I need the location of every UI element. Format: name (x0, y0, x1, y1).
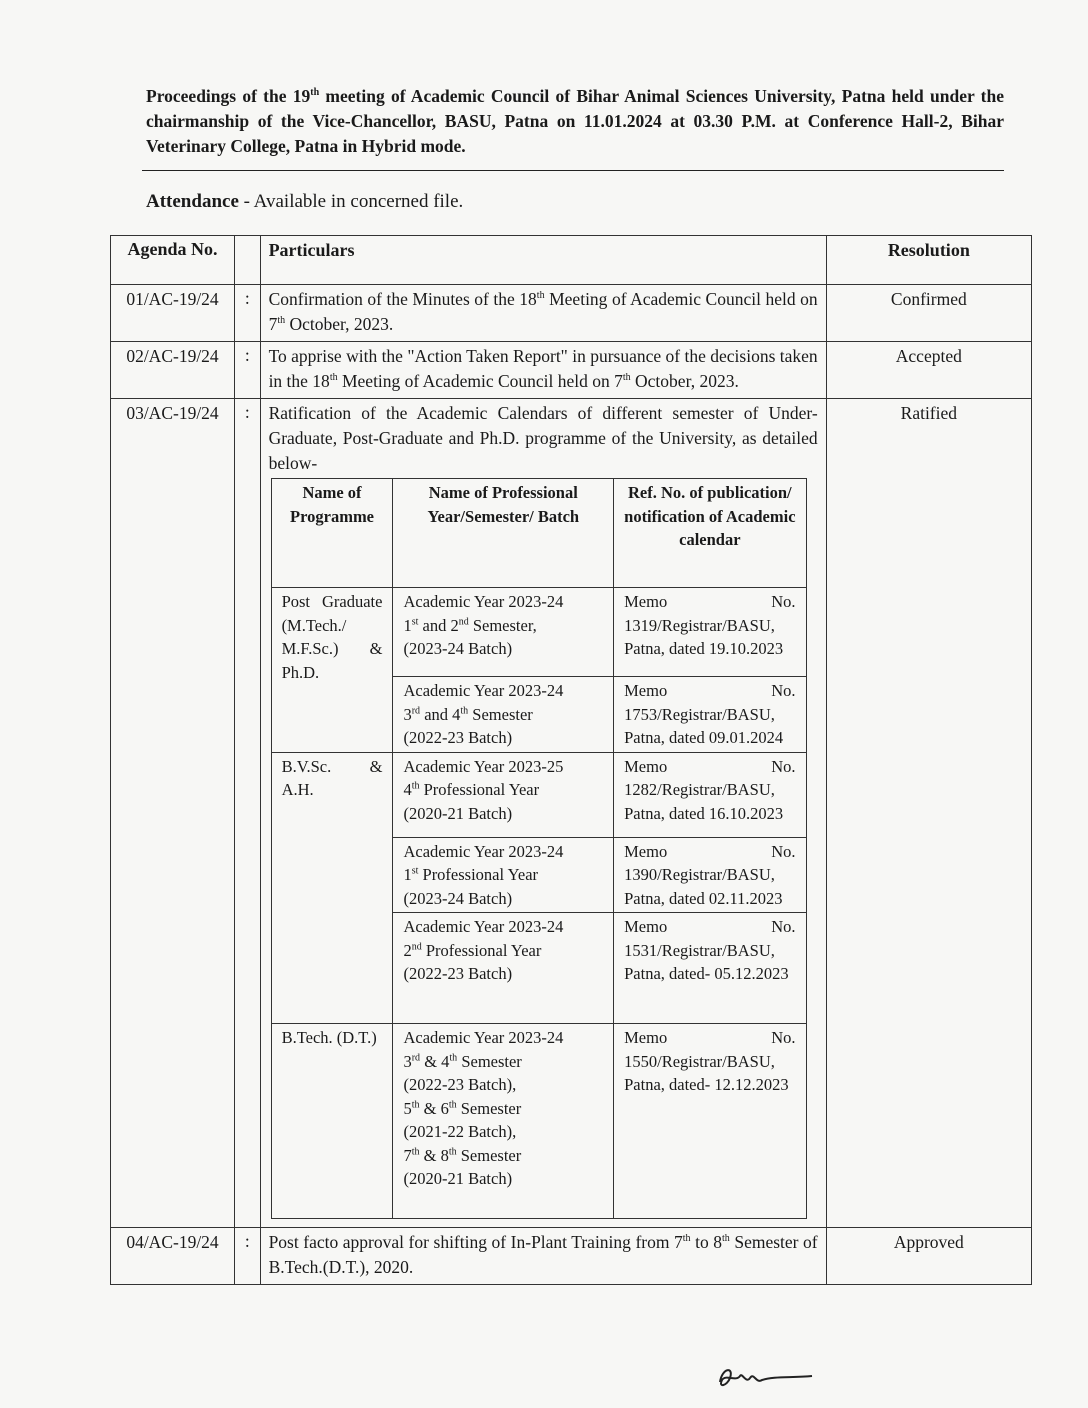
semester-text: Semester, (468, 615, 537, 635)
num: and 4 (420, 704, 461, 724)
particulars (260, 342, 826, 399)
year-line: Academic Year 2023-25 (403, 756, 564, 776)
header-colon (235, 236, 261, 285)
heading-text-2: meeting of Academic Council of Bihar Animal Sciences University, Patna held under the chairmanship of the Vice-Chancellor, BASU, Patna on 11.01.2024 at 03.30 P.M. at Conference Hall-2, Bihar Veterinary College, Patna in Hybrid mode. (146, 86, 1004, 156)
header-year: Name of Professional Year/Semester/ Batch (393, 479, 614, 588)
num: 3 (403, 704, 412, 724)
heading-sup: th (310, 87, 320, 99)
sup: nd (411, 941, 422, 952)
header-ref: Ref. No. of publication/ notification of Academic calendar (614, 479, 806, 588)
resolution: Approved (826, 1228, 1031, 1285)
programme-name: Post Graduate (M.Tech./ M.F.Sc.) & Ph.D. (271, 588, 393, 753)
particulars-text: October, 2023. (630, 371, 739, 391)
agenda-no: 02/AC-19/24 (111, 342, 235, 399)
year-cell (393, 913, 614, 1024)
signature-mark (712, 1360, 822, 1396)
particulars-text: Meeting of Academic Council held on 7 (268, 289, 818, 334)
memo-ref: Memo No. 1319/Registrar/BASU, Patna, dated 19.10.2023 (614, 588, 806, 677)
semester-line (403, 939, 603, 963)
resolution: Accepted (826, 342, 1031, 399)
year-cell (393, 677, 614, 753)
particulars (260, 1228, 826, 1285)
num: 4 (403, 780, 412, 799)
num: 7 (403, 1145, 412, 1165)
memo-ref: Memo No. 1550/Registrar/BASU, Patna, dated- 12.12.2023 (614, 1024, 806, 1219)
year-line: Academic Year 2023-24 (403, 1028, 564, 1047)
agenda-no: 04/AC-19/24 (111, 1228, 235, 1285)
header-particulars: Particulars (260, 236, 826, 285)
memo-ref: Memo No. 1390/Registrar/BASU, Patna, dated 02.11.2023 (614, 837, 806, 913)
sup: th (411, 780, 420, 792)
programme-name: B.V.Sc. & A.H. (271, 752, 393, 1024)
year-line: Academic Year 2023-24 (403, 592, 564, 611)
sup: nd (458, 616, 469, 627)
agenda-no: 03/AC-19/24 (111, 399, 235, 1228)
particulars-text: Confirmation of the Minutes of the 18 (268, 289, 537, 309)
attendance-text: - Available in concerned file. (238, 191, 464, 212)
sup: th (411, 1099, 420, 1110)
memo-ref: Memo No. 1282/Registrar/BASU, Patna, dated 16.10.2023 (614, 752, 806, 837)
proceedings-heading (146, 84, 1004, 159)
num: 5 (403, 1098, 412, 1118)
particulars (260, 399, 826, 1228)
sup: st (411, 616, 419, 627)
batch-line: (2021-22 Batch), (403, 1122, 517, 1141)
num: 1 (403, 615, 412, 635)
programme-name: B.Tech. (D.T.) (271, 1024, 393, 1219)
sup: th (277, 315, 286, 327)
num: & 6 (419, 1098, 449, 1118)
agenda-table (110, 235, 1032, 1285)
sup: st (411, 865, 419, 877)
table-row (111, 342, 1032, 399)
calendar-row (271, 588, 806, 677)
table-row (111, 1228, 1032, 1285)
num: 1 (403, 865, 412, 884)
colon: : (235, 342, 261, 399)
semester-text: Semester (468, 704, 533, 724)
particulars-text: Ratification of the Academic Calendars of different semester of Under-Graduate, Post-Graduate and Ph.D. programme of the University, as detailed below- (268, 403, 818, 473)
year-cell (393, 1024, 614, 1219)
particulars-text: Meeting of Academic Council held on 7 (337, 371, 623, 391)
year-line: Academic Year 2023-24 (403, 681, 564, 700)
batch-line: (2022-23 Batch) (403, 728, 513, 747)
header-agenda: Agenda No. (111, 236, 235, 285)
sup: th (411, 1146, 420, 1157)
sup: th (682, 1233, 691, 1245)
sup: th (449, 1052, 458, 1063)
semester-text: Professional Year (418, 865, 539, 884)
agenda-table-header (111, 236, 1032, 285)
batch-line: (2023-24 Batch) (403, 639, 513, 658)
semester-line (403, 703, 603, 727)
header-resolution: Resolution (826, 236, 1031, 285)
particulars-text: Post facto approval for shifting of In-Plant Training from 7 (268, 1232, 683, 1252)
num: & 4 (420, 1051, 450, 1071)
year-cell (393, 588, 614, 677)
batch-line: (2023-24 Batch) (403, 888, 513, 908)
heading-text-1: Proceedings of the 19 (146, 86, 311, 106)
num: & 8 (419, 1145, 449, 1165)
num: 2 (403, 940, 412, 960)
sup: th (448, 1146, 457, 1157)
colon: : (235, 399, 261, 1228)
semester-text: Professional Year (419, 780, 540, 799)
particulars-text: To apprise with the "Action Taken Report" in pursuance of the decisions taken in the 18 (268, 346, 818, 391)
semester-line (403, 863, 603, 887)
calendar-row (271, 752, 806, 837)
resolution: Confirmed (826, 285, 1031, 342)
semester-line (403, 1144, 603, 1168)
sup: th (460, 705, 469, 716)
semester-line (403, 614, 603, 638)
colon: : (235, 1228, 261, 1285)
memo-ref: Memo No. 1531/Registrar/BASU, Patna, dated- 05.12.2023 (614, 913, 806, 1024)
colon: : (235, 285, 261, 342)
semester-line (403, 1097, 603, 1121)
sup: th (622, 372, 631, 384)
year-line: Academic Year 2023-24 (403, 841, 564, 861)
semester-text: Semester (457, 1051, 522, 1071)
batch-line: (2022-23 Batch), (403, 1075, 517, 1094)
sup: rd (411, 1052, 421, 1063)
sup: th (536, 290, 545, 302)
table-row (111, 285, 1032, 342)
batch-line: (2020-21 Batch) (403, 803, 513, 823)
sup: th (722, 1233, 730, 1245)
year-cell (393, 837, 614, 913)
attendance-line (146, 191, 463, 213)
sup: rd (411, 705, 421, 716)
header-programme: Name of Programme (271, 479, 393, 588)
semester-line (403, 1050, 603, 1074)
calendar-table (271, 478, 807, 1219)
semester-text: Professional Year (421, 940, 542, 960)
batch-line: (2022-23 Batch) (403, 964, 513, 983)
resolution: Ratified (826, 399, 1031, 1228)
sup: th (329, 372, 338, 384)
year-line: Academic Year 2023-24 (403, 917, 564, 936)
num: 3 (403, 1051, 412, 1071)
particulars-text: October, 2023. (285, 314, 394, 334)
memo-ref: Memo No. 1753/Registrar/BASU, Patna, dated 09.01.2024 (614, 677, 806, 753)
heading-divider (142, 170, 1004, 171)
sup: th (448, 1099, 457, 1110)
particulars-text: Semester of B.Tech.(D.T.), 2020. (268, 1232, 818, 1277)
agenda-no: 01/AC-19/24 (111, 285, 235, 342)
particulars (260, 285, 826, 342)
num: and 2 (418, 615, 459, 635)
year-cell (393, 752, 614, 837)
attendance-label: Attendance (146, 191, 239, 212)
particulars-text: to 8 (690, 1232, 723, 1252)
semester-text: Semester (456, 1145, 522, 1165)
batch-line: (2020-21 Batch) (403, 1169, 513, 1188)
semester-text: Semester (456, 1098, 522, 1118)
calendar-row (271, 1024, 806, 1219)
calendar-table-header (271, 479, 806, 588)
table-row (111, 399, 1032, 1228)
semester-line (403, 778, 603, 802)
